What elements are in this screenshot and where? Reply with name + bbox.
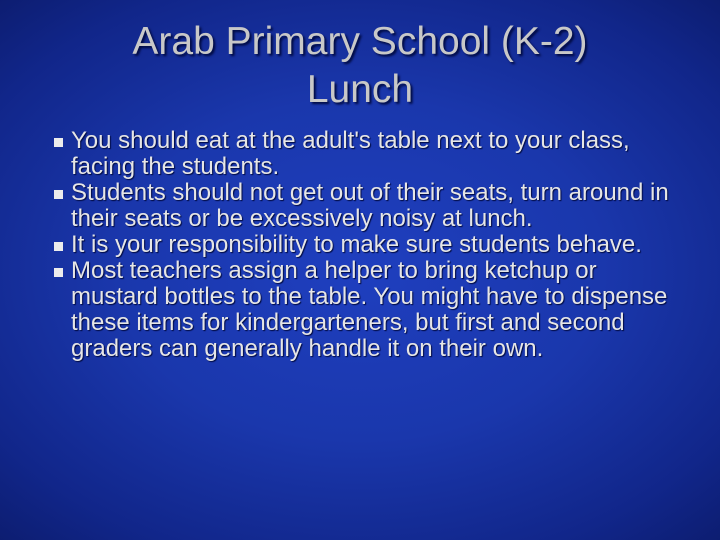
bullet-item: [56, 128, 676, 180]
bullet-text: Students should not get out of their seats, turn around in their seats or be excessively noisy at lunch.: [71, 179, 669, 232]
square-bullet-icon: [54, 242, 63, 251]
bullet-list: [56, 128, 676, 362]
slide-title-line: Arab Primary School (K-2): [132, 20, 588, 63]
square-bullet-icon: [54, 138, 63, 147]
bullet-item: [56, 232, 676, 258]
square-bullet-icon: [54, 190, 63, 199]
slide-title: [40, 18, 680, 114]
bullet-text: Most teachers assign a helper to bring ketchup or mustard bottles to the table. You might have to dispense these items for kindergarteners, but first and second graders can generally handle it on their own.: [71, 257, 668, 362]
square-bullet-icon: [54, 268, 63, 277]
bullet-item: [56, 180, 676, 232]
bullet-text: It is your responsibility to make sure students behave.: [71, 231, 642, 258]
bullet-text: You should eat at the adult's table next to your class, facing the students.: [71, 127, 630, 180]
slide-title-line: Lunch: [306, 68, 414, 111]
bullet-item: [56, 258, 676, 362]
